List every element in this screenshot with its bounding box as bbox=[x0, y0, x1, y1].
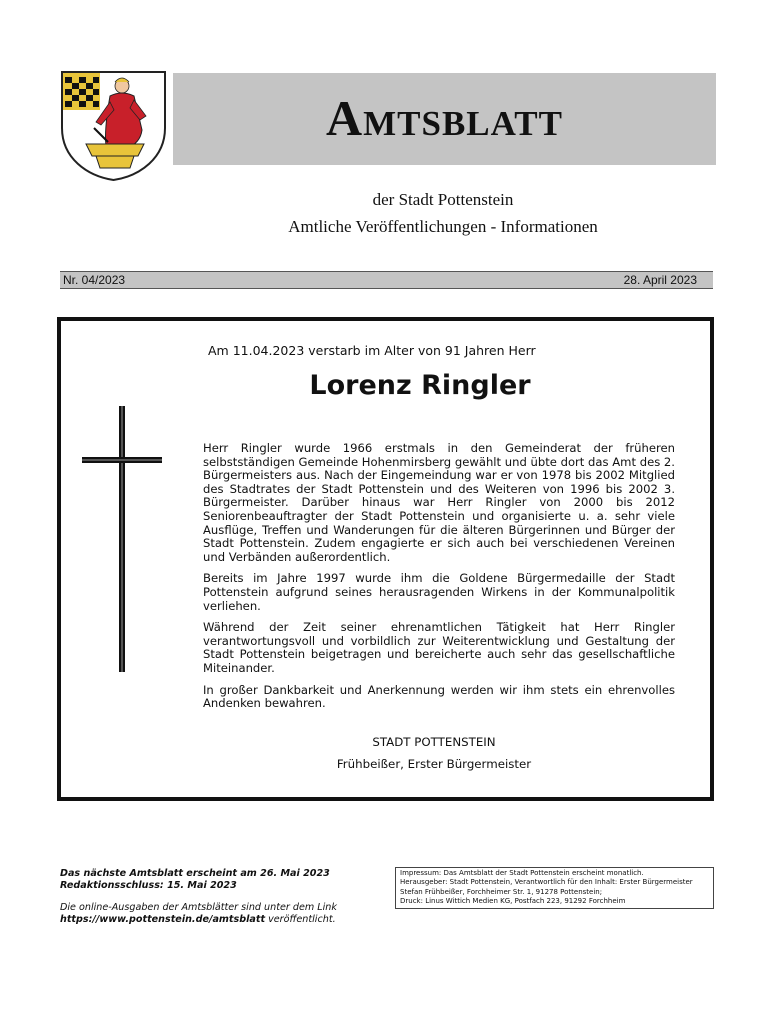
issue-number: Nr. 04/2023 bbox=[63, 273, 126, 287]
online-link[interactable]: https://www.pottenstein.de/amtsblatt bbox=[60, 914, 266, 925]
subtitle-city: der Stadt Pottenstein bbox=[372, 190, 514, 209]
cross-icon bbox=[80, 404, 164, 674]
obituary-body bbox=[203, 442, 675, 719]
obituary-paragraph: In großer Dankbarkeit und Anerkennung werden wir ihm stets ein ehrenvolles Andenken bewahren. bbox=[203, 682, 675, 711]
masthead bbox=[173, 73, 716, 165]
deadline-note: Redaktionsschluss: 15. Mai 2023 bbox=[60, 880, 237, 891]
obituary-intro: Am 11.04.2023 verstarb im Alter von 91 Jahren Herr bbox=[208, 343, 536, 358]
coat-of-arms-icon bbox=[60, 70, 167, 182]
impressum-box bbox=[395, 867, 714, 909]
impressum-line: Stefan Frühbeißer, Forchheimer Str. 1, 91278 Pottenstein; bbox=[400, 887, 603, 896]
issue-date: 28. April 2023 bbox=[623, 273, 697, 287]
signature-organization: STADT POTTENSTEIN bbox=[372, 735, 496, 749]
obituary-paragraph: Herr Ringler wurde 1966 erstmals in den Gemeinderat der früheren selbstständigen Gemeinde Hohenmirsberg gewählt und übte dort das Amt des 2. Bürgermeisters aus. Nach der Eingemeindung war er von 1978 bis 2002 Mitglied des Stadtrates der Stadt Pottenstein und des Weiteren von 1996 bis 2002 3. Bürgermeister. Darüber hinaus war Herr Ringler von 2000 bis 2012 Seniorenbeauftragter der Stadt Pottenstein und organisierte u. a. sehr viele Ausflüge, Treffen und Wanderungen für die älteren Bürgerinnen und Bürger der Stadt Pottenstein. Zudem engagierte er sich auch bei verschiedenen Vereinen und Verbänden außerordentlich. bbox=[203, 441, 675, 564]
footer-notes bbox=[60, 868, 380, 936]
impressum-line: Impressum: Das Amtsblatt der Stadt Pottenstein erscheint monatlich. bbox=[400, 869, 644, 877]
impressum-line: Druck: Linus Wittich Medien KG, Postfach 223, 91292 Forchheim bbox=[400, 897, 626, 906]
subtitle-description: Amtliche Veröffentlichungen - Informationen bbox=[288, 217, 598, 236]
signature-person: Frühbeißer, Erster Bürgermeister bbox=[336, 757, 532, 771]
online-note-suffix: veröffentlicht. bbox=[265, 914, 336, 925]
obituary-paragraph: Während der Zeit seiner ehrenamtlichen Tätigkeit hat Herr Ringler verantwortungsvoll und vorbildlich zur Weiterentwicklung und Gestaltung der Stadt Pottenstein beigetragen und bereicherte auch sehr das gesellschaftliche Miteinander. bbox=[203, 620, 675, 675]
next-issue-note: Das nächste Amtsblatt erscheint am 26. Mai 2023 bbox=[60, 868, 330, 879]
deceased-name: Lorenz Ringler bbox=[309, 370, 531, 401]
online-note: Die online-Ausgaben der Amtsblätter sind unter dem Link bbox=[60, 902, 337, 913]
impressum-line: Herausgeber: Stadt Pottenstein, Verantwortlich für den Inhalt: Erster Bürgermeister bbox=[400, 878, 693, 887]
issue-bar bbox=[60, 271, 713, 289]
newspaper-title: Amtsblatt bbox=[325, 90, 563, 146]
obituary-paragraph: Bereits im Jahre 1997 wurde ihm die Goldene Bürgermedaille der Stadt Pottenstein aufgrund seines herausragenden Wirkens in der Kommunalpolitik verliehen. bbox=[203, 571, 675, 613]
